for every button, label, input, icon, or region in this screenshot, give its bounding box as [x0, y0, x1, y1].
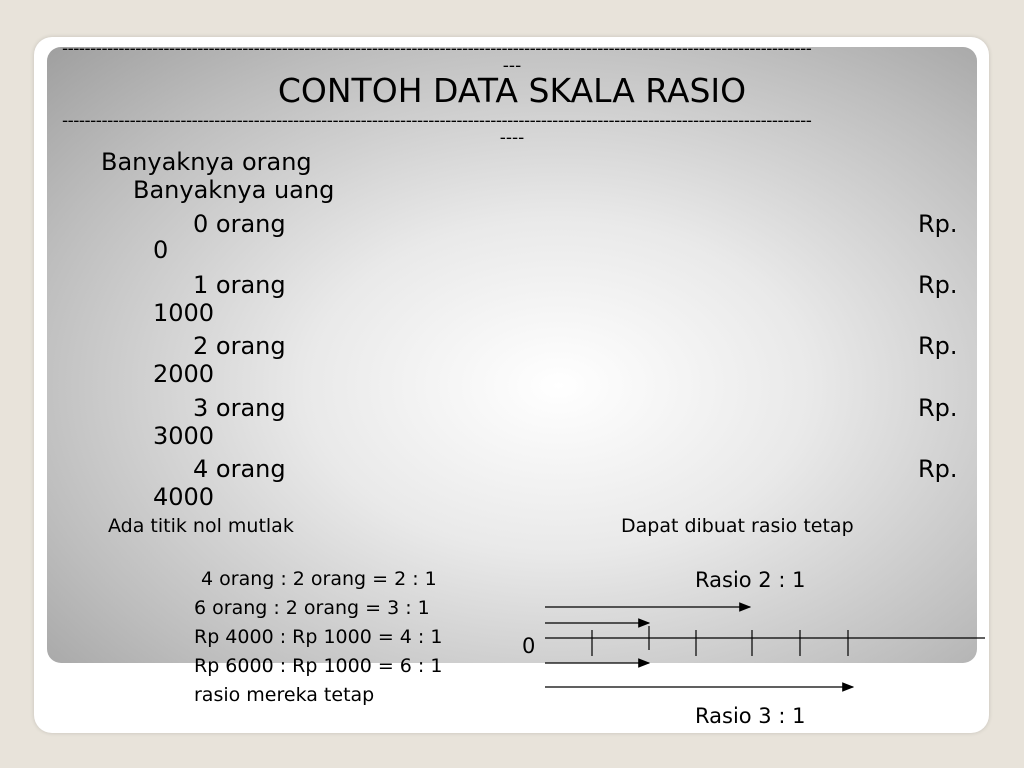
- row-people: 1 orang: [193, 271, 286, 299]
- row-currency: Rp.: [918, 455, 958, 483]
- row-currency: Rp.: [918, 394, 958, 422]
- row-amount: 4000: [153, 483, 215, 511]
- dash-separator-top-tail: ---: [502, 56, 522, 76]
- example-line: 6 orang : 2 orang = 3 : 1: [194, 597, 430, 619]
- example-line: 4 orang : 2 orang = 2 : 1: [201, 568, 437, 590]
- row-amount: 1000: [153, 299, 215, 327]
- note-fixed-ratio: Dapat dibuat rasio tetap: [621, 515, 854, 537]
- header-people: Banyaknya orang: [101, 148, 312, 176]
- row-people: 4 orang: [193, 455, 286, 483]
- row-amount: 2000: [153, 360, 215, 388]
- row-people: 2 orang: [193, 332, 286, 360]
- ratio-3-1-label: Rasio 3 : 1: [695, 704, 806, 728]
- row-people: 3 orang: [193, 394, 286, 422]
- row-amount: 0: [153, 236, 169, 264]
- dash-separator-top: -------------------------------------------------------------------------------------------------------------------------------------: [62, 41, 812, 58]
- slide-title: CONTOH DATA SKALA RASIO: [277, 71, 747, 110]
- ratio-2-1-label: Rasio 2 : 1: [695, 568, 806, 592]
- row-currency: Rp.: [918, 210, 958, 238]
- dash-separator-bottom: -------------------------------------------------------------------------------------------------------------------------------------: [62, 113, 812, 130]
- example-line: Rp 4000 : Rp 1000 = 4 : 1: [194, 626, 443, 648]
- number-line-origin-label: 0: [522, 634, 536, 658]
- row-amount: 3000: [153, 422, 215, 450]
- row-currency: Rp.: [918, 271, 958, 299]
- dash-separator-bottom-tail: ----: [499, 128, 525, 148]
- header-money: Banyaknya uang: [133, 176, 335, 204]
- row-currency: Rp.: [918, 332, 958, 360]
- note-absolute-zero: Ada titik nol mutlak: [108, 515, 294, 537]
- row-people: 0 orang: [193, 210, 286, 238]
- example-line: Rp 6000 : Rp 1000 = 6 : 1: [194, 655, 443, 677]
- example-line: rasio mereka tetap: [194, 684, 375, 706]
